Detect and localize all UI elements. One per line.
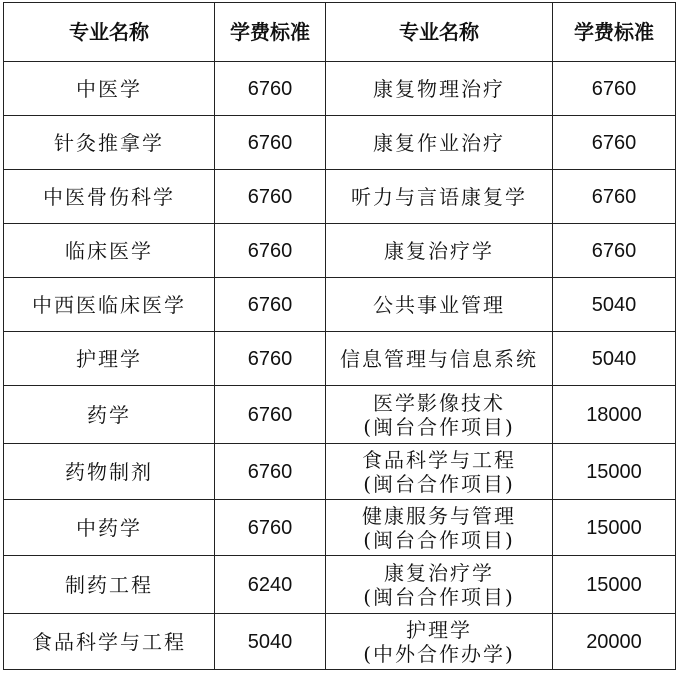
major-name-right (326, 332, 553, 386)
major-name-left: 针灸推拿学 (4, 116, 215, 170)
major-name-left: 中西医临床医学 (4, 278, 215, 332)
table-row (4, 386, 676, 444)
major-name-right-line: 康复物理治疗 (373, 76, 505, 101)
tuition-fee-left: 6760 (215, 386, 326, 444)
tuition-fee-left: 6760 (215, 444, 326, 500)
table-row (4, 614, 676, 670)
major-name-right (326, 386, 553, 444)
tuition-fee-left: 6240 (215, 556, 326, 614)
tuition-fee-right: 6760 (553, 170, 676, 224)
header-major-right: 专业名称 (326, 3, 553, 62)
tuition-table (3, 2, 676, 670)
major-name-left: 中医骨伤科学 (4, 170, 215, 224)
tuition-fee-left: 6760 (215, 116, 326, 170)
major-name-left: 中医学 (4, 62, 215, 116)
table-row (4, 278, 676, 332)
major-name-right-line: 康复治疗学 (384, 560, 494, 585)
major-program-note: (闽台合作项目) (363, 414, 515, 439)
major-program-note: (闽台合作项目) (363, 471, 515, 496)
major-name-left: 食品科学与工程 (4, 614, 215, 670)
major-name-right-line: 医学影像技术 (373, 390, 505, 415)
tuition-fee-left: 6760 (215, 500, 326, 556)
major-name-left: 制药工程 (4, 556, 215, 614)
header-fee-left: 学费标准 (215, 3, 326, 62)
major-program-note: (中外合作办学) (363, 641, 515, 666)
header-fee-right: 学费标准 (553, 3, 676, 62)
major-name-right (326, 556, 553, 614)
tuition-fee-left: 6760 (215, 170, 326, 224)
major-name-right-line: 护理学 (406, 617, 472, 642)
table-row (4, 62, 676, 116)
major-name-right (326, 444, 553, 500)
major-name-left: 药物制剂 (4, 444, 215, 500)
major-name-right (326, 170, 553, 224)
major-name-left: 中药学 (4, 500, 215, 556)
tuition-fee-right: 20000 (553, 614, 676, 670)
tuition-fee-left: 5040 (215, 614, 326, 670)
table-row (4, 224, 676, 278)
table-row (4, 170, 676, 224)
tuition-fee-right: 15000 (553, 500, 676, 556)
major-name-right-line: 公共事业管理 (373, 292, 505, 317)
major-name-right-line: 康复治疗学 (384, 238, 494, 263)
tuition-fee-left: 6760 (215, 278, 326, 332)
major-name-right-line: 听力与言语康复学 (351, 184, 527, 209)
major-name-right (326, 224, 553, 278)
tuition-fee-right: 5040 (553, 332, 676, 386)
major-name-right (326, 614, 553, 670)
major-name-left: 护理学 (4, 332, 215, 386)
table-row (4, 332, 676, 386)
major-name-right-line: 食品科学与工程 (362, 447, 516, 472)
table-row (4, 500, 676, 556)
major-name-right (326, 278, 553, 332)
header-major-left: 专业名称 (4, 3, 215, 62)
table-row (4, 444, 676, 500)
tuition-fee-left: 6760 (215, 62, 326, 116)
tuition-fee-right: 6760 (553, 116, 676, 170)
tuition-fee-right: 18000 (553, 386, 676, 444)
major-program-note: (闽台合作项目) (363, 527, 515, 552)
table-row (4, 116, 676, 170)
header-row (4, 3, 676, 62)
major-name-right-line: 健康服务与管理 (362, 503, 516, 528)
major-name-right (326, 116, 553, 170)
tuition-fee-right: 6760 (553, 224, 676, 278)
major-name-right (326, 62, 553, 116)
major-program-note: (闽台合作项目) (363, 584, 515, 609)
tuition-fee-left: 6760 (215, 224, 326, 278)
tuition-fee-right: 15000 (553, 444, 676, 500)
tuition-fee-right: 15000 (553, 556, 676, 614)
major-name-right (326, 500, 553, 556)
table-row (4, 556, 676, 614)
major-name-left: 临床医学 (4, 224, 215, 278)
tuition-fee-right: 6760 (553, 62, 676, 116)
tuition-table-container (3, 2, 676, 670)
major-name-right-line: 康复作业治疗 (373, 130, 505, 155)
major-name-right-line: 信息管理与信息系统 (340, 346, 538, 371)
tuition-fee-left: 6760 (215, 332, 326, 386)
tuition-fee-right: 5040 (553, 278, 676, 332)
major-name-left: 药学 (4, 386, 215, 444)
